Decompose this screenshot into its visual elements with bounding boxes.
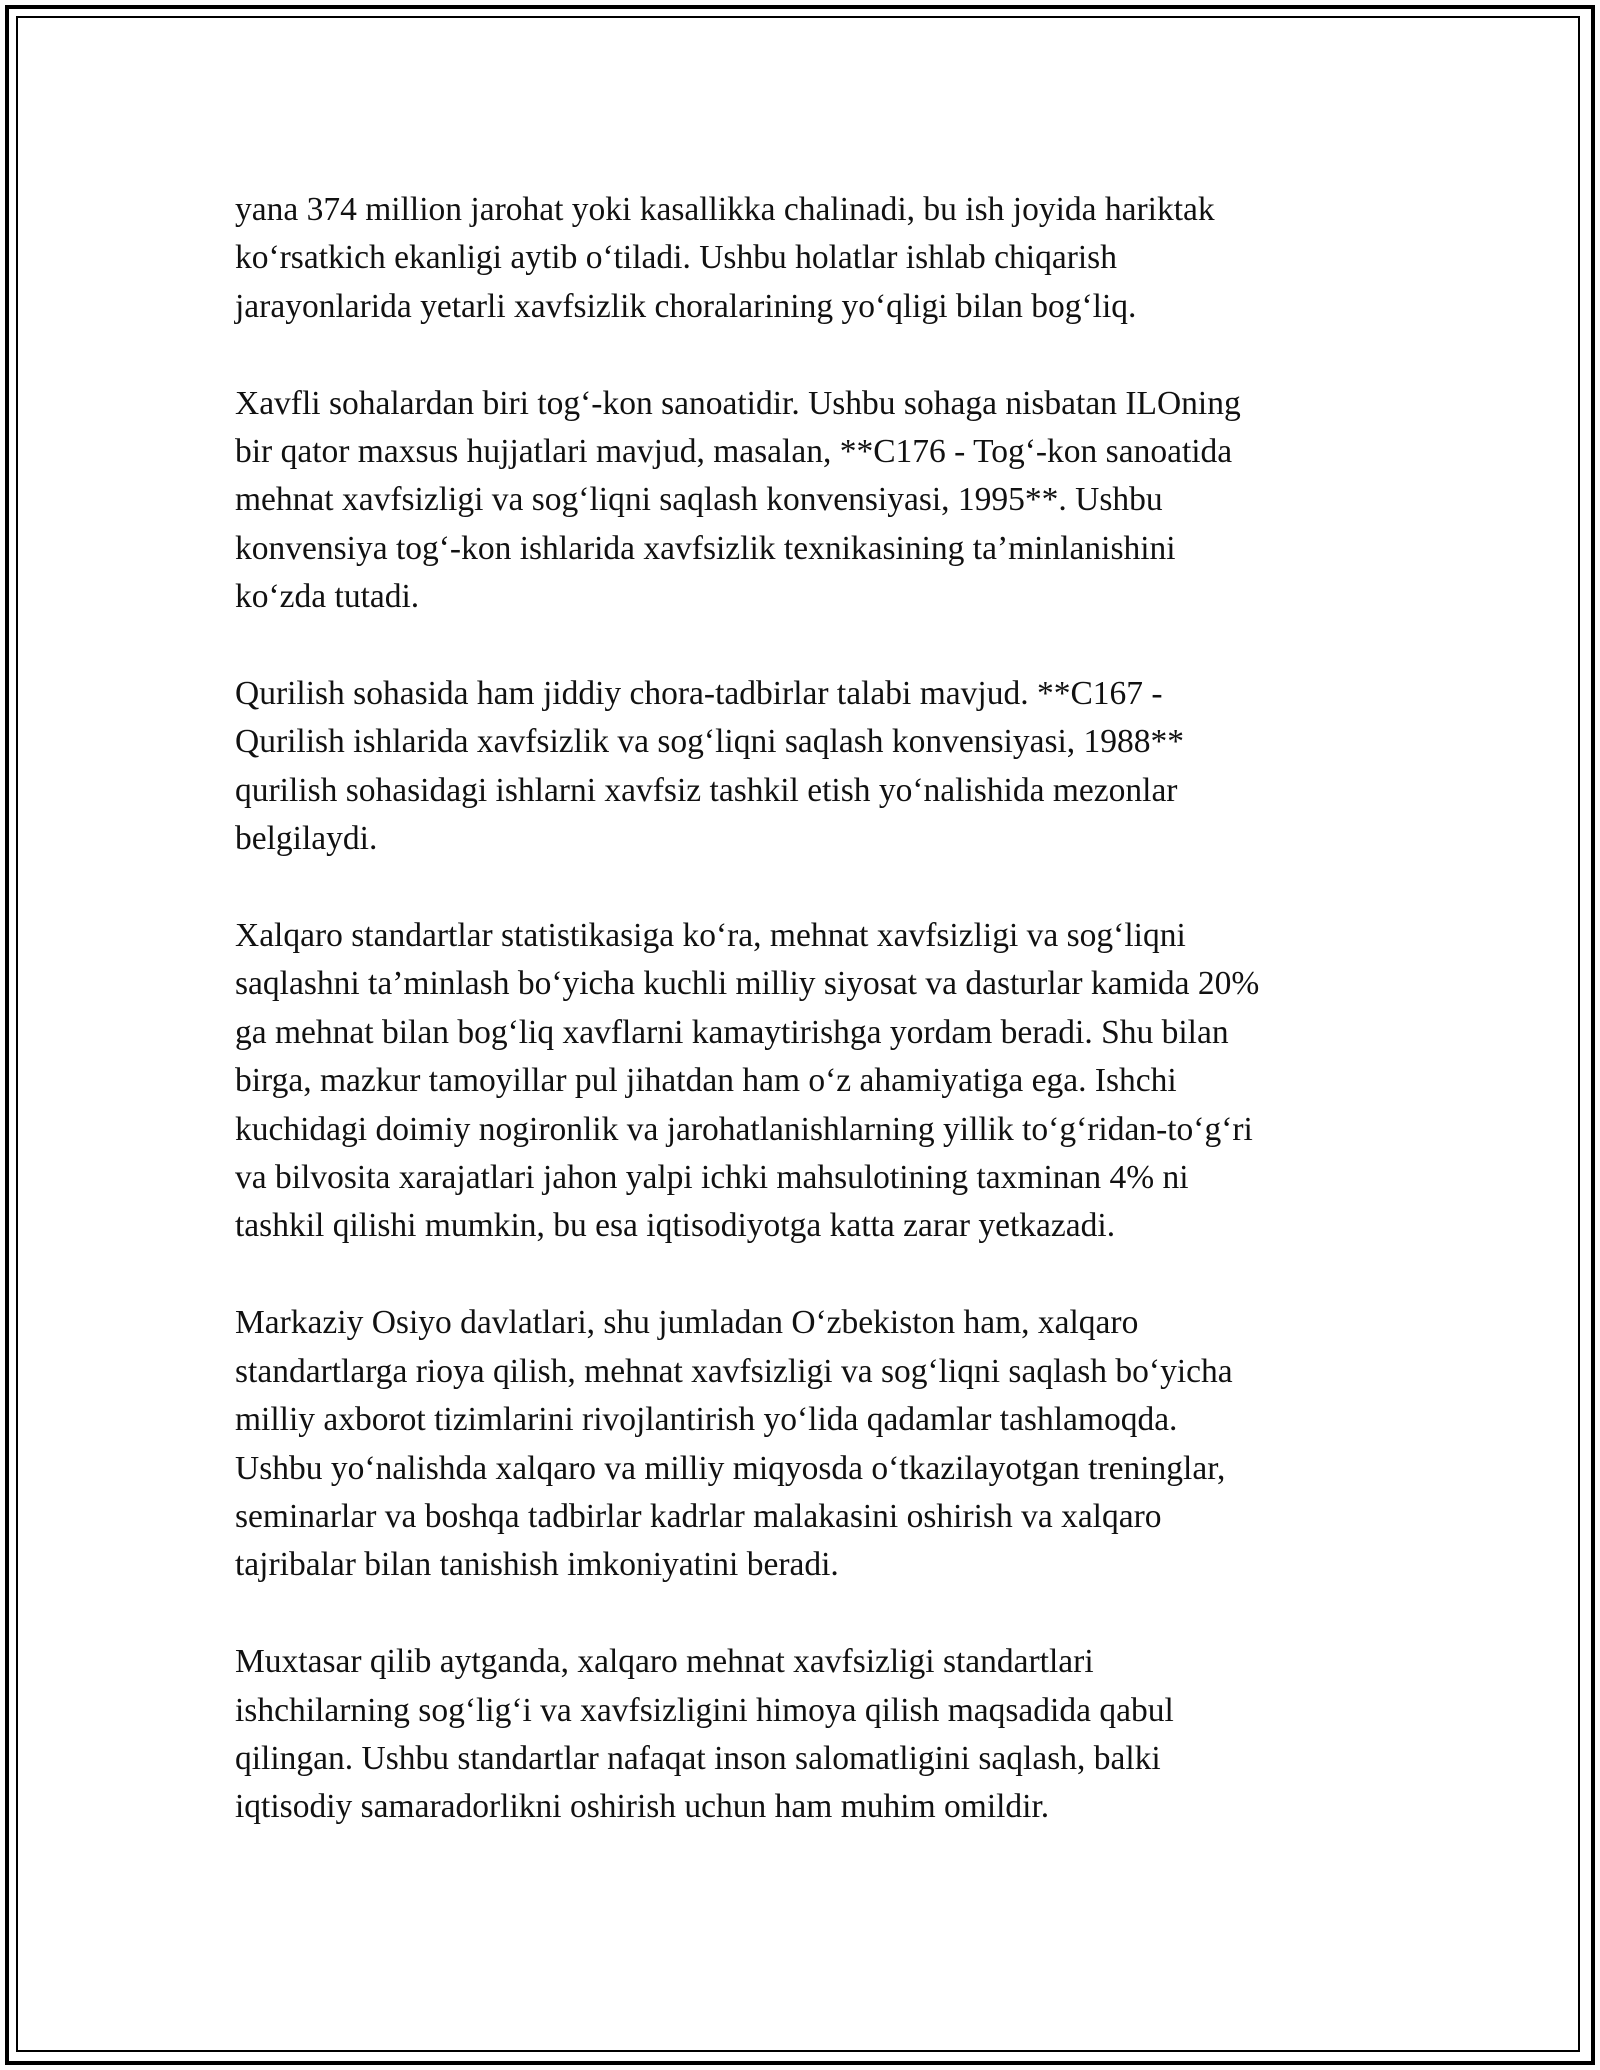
text-line: belgilaydi. xyxy=(235,820,378,858)
text-line: ko‘rsatkich ekanligi aytib o‘tiladi. Ushbu holatlar ishlab chiqarish xyxy=(235,239,1117,277)
paragraph-conclusion xyxy=(235,1638,1375,1832)
text-line: yana 374 million jarohat yoki kasallikka chalinadi, bu ish joyida hariktak xyxy=(235,191,1215,228)
text-line: qurilish sohasidagi ishlarni xavfsiz tashkil etish yo‘nalishida mezonlar xyxy=(235,771,1178,809)
text-line: tashkil qilishi mumkin, bu esa iqtisodiyotga katta zarar yetkazadi. xyxy=(235,1207,1116,1245)
paragraph-construction xyxy=(235,670,1375,864)
text-line: konvensiya tog‘-kon ishlarida xavfsizlik texnikasining ta’minlanishini xyxy=(235,529,1176,567)
text-line: saqlashni ta’minlash bo‘yicha kuchli milliy siyosat va dasturlar kamida 20% xyxy=(235,965,1260,1003)
text-line: Markaziy Osiyo davlatlari, shu jumladan O‘zbekiston ham, xalqaro xyxy=(235,1304,1139,1342)
text-line: qilingan. Ushbu standartlar nafaqat inson salomatligini saqlash, balki xyxy=(235,1739,1161,1777)
text-line: Qurilish ishlarida xavfsizlik va sog‘liqni saqlash konvensiyasi, 1988** xyxy=(235,723,1185,761)
text-line: Muxtasar qilib aytganda, xalqaro mehnat xavfsizligi standartlari xyxy=(235,1643,1094,1681)
text-line: ga mehnat bilan bog‘liq xavflarni kamaytirishga yordam beradi. Shu bilan xyxy=(235,1013,1229,1051)
text-line: mehnat xavfsizligi va sog‘liqni saqlash konvensiyasi, 1995**. Ushbu xyxy=(235,481,1163,519)
text-line: Ushbu yo‘nalishda xalqaro va milliy miqyosda o‘tkazilayotgan treninglar, xyxy=(235,1449,1226,1487)
paragraph-international-statistics xyxy=(235,912,1375,1251)
text-line: jarayonlarida yetarli xavfsizlik choralarining yo‘qligi bilan bog‘liq. xyxy=(235,287,1137,325)
text-line: Qurilish sohasida ham jiddiy chora-tadbirlar talabi mavjud. **C167 - xyxy=(235,675,1163,713)
paragraph-central-asia xyxy=(235,1299,1375,1589)
text-line: ko‘zda tutadi. xyxy=(235,578,420,616)
text-line: Xalqaro standartlar statistikasiga ko‘ra, mehnat xavfsizligi va sog‘liqni xyxy=(235,917,1186,955)
text-line: Xavfli sohalardan biri tog‘-kon sanoatidir. Ushbu sohaga nisbatan ILOning xyxy=(235,384,1241,422)
text-line: milliy axborot tizimlarini rivojlantirish yo‘lida qadamlar tashlamoqda. xyxy=(235,1401,1178,1439)
document-body xyxy=(235,186,1375,1880)
text-line: kuchidagi doimiy nogironlik va jarohatlanishlarning yillik to‘g‘ridan-to‘g‘ri xyxy=(235,1110,1253,1148)
paragraph-injury-statistics xyxy=(235,186,1375,331)
text-line: birga, mazkur tamoyillar pul jihatdan ham o‘z ahamiyatiga ega. Ishchi xyxy=(235,1062,1177,1100)
text-line: iqtisodiy samaradorlikni oshirish uchun ham muhim omildir. xyxy=(235,1788,1050,1826)
paragraph-mining-industry xyxy=(235,380,1375,622)
text-line: bir qator maxsus hujjatlari mavjud, masalan, **C176 - Tog‘-kon sanoatida xyxy=(235,433,1233,471)
text-line: tajribalar bilan tanishish imkoniyatini beradi. xyxy=(235,1546,839,1584)
text-line: ishchilarning sog‘lig‘i va xavfsizligini himoya qilish maqsadida qabul xyxy=(235,1691,1174,1729)
text-line: standartlarga rioya qilish, mehnat xavfsizligi va sog‘liqni saqlash bo‘yicha xyxy=(235,1352,1233,1390)
text-line: seminarlar va boshqa tadbirlar kadrlar malakasini oshirish va xalqaro xyxy=(235,1497,1162,1535)
text-line: va bilvosita xarajatlari jahon yalpi ichki mahsulotining taxminan 4% ni xyxy=(235,1159,1189,1197)
